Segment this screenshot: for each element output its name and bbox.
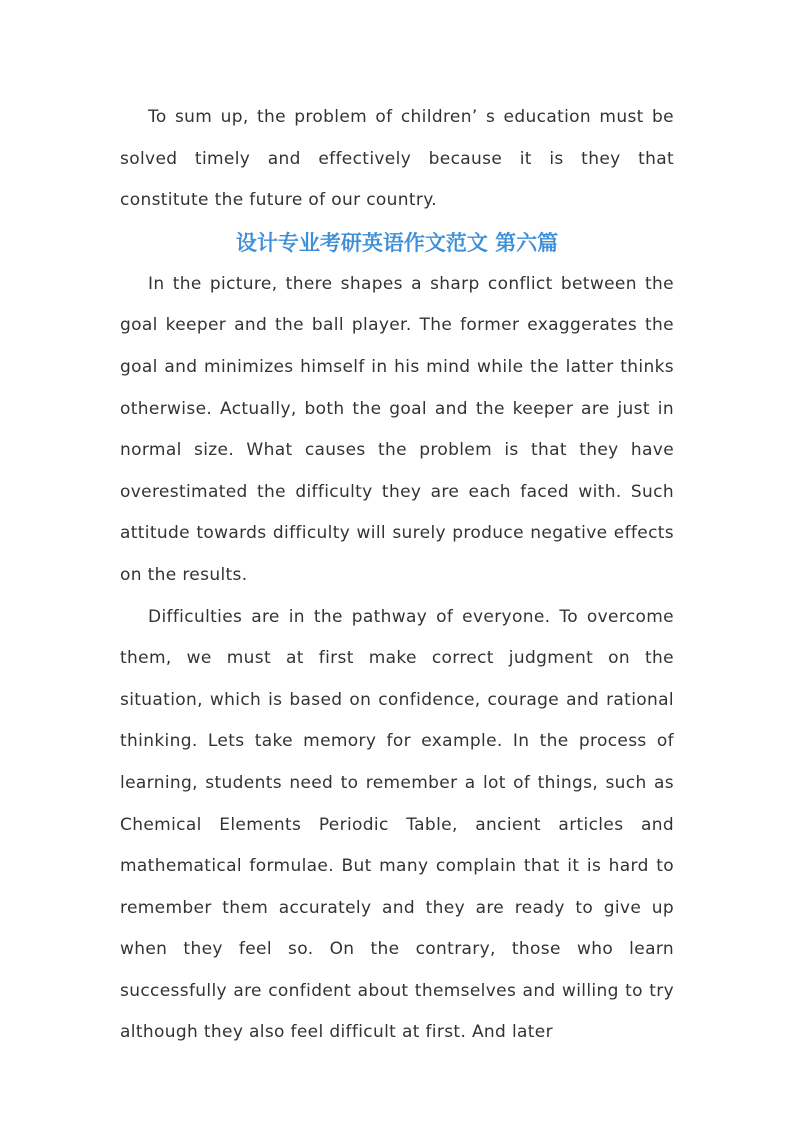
body-paragraph-2: Difficulties are in the pathway of everyone. To overcome them, we must at first make correct judgment on the situation, which is based on confidence, courage and rational thinking. Lets take memory for example. In the process of learning, students need to remember a lot of things, such as Chemical Elements Periodic Table, ancient articles and mathematical formulae. But many complain that it is hard to remember them accurately and they are ready to give up when they feel so. On the contrary, those who learn successfully are confident about themselves and willing to try although they also feel difficult at first. And later: [120, 606, 674, 1043]
section-heading: 设计专业考研英语作文范文 第六篇: [235, 230, 559, 255]
body-paragraph-1: In the picture, there shapes a sharp conflict between the goal keeper and the ball player. The former exaggerates the goal and minimizes himself in his mind while the latter thinks otherwise. Actually, both the goal and the keeper are just in normal size. What causes the problem is that they have overestimated the difficulty they are each faced with. Such attitude towards difficulty will surely produce negative effects on the results.: [120, 273, 674, 585]
document-body: [120, 97, 674, 1054]
conclusion-paragraph: To sum up, the problem of children’ s education must be solved timely and effectively because it is they that constitute the future of our country.: [120, 107, 674, 211]
